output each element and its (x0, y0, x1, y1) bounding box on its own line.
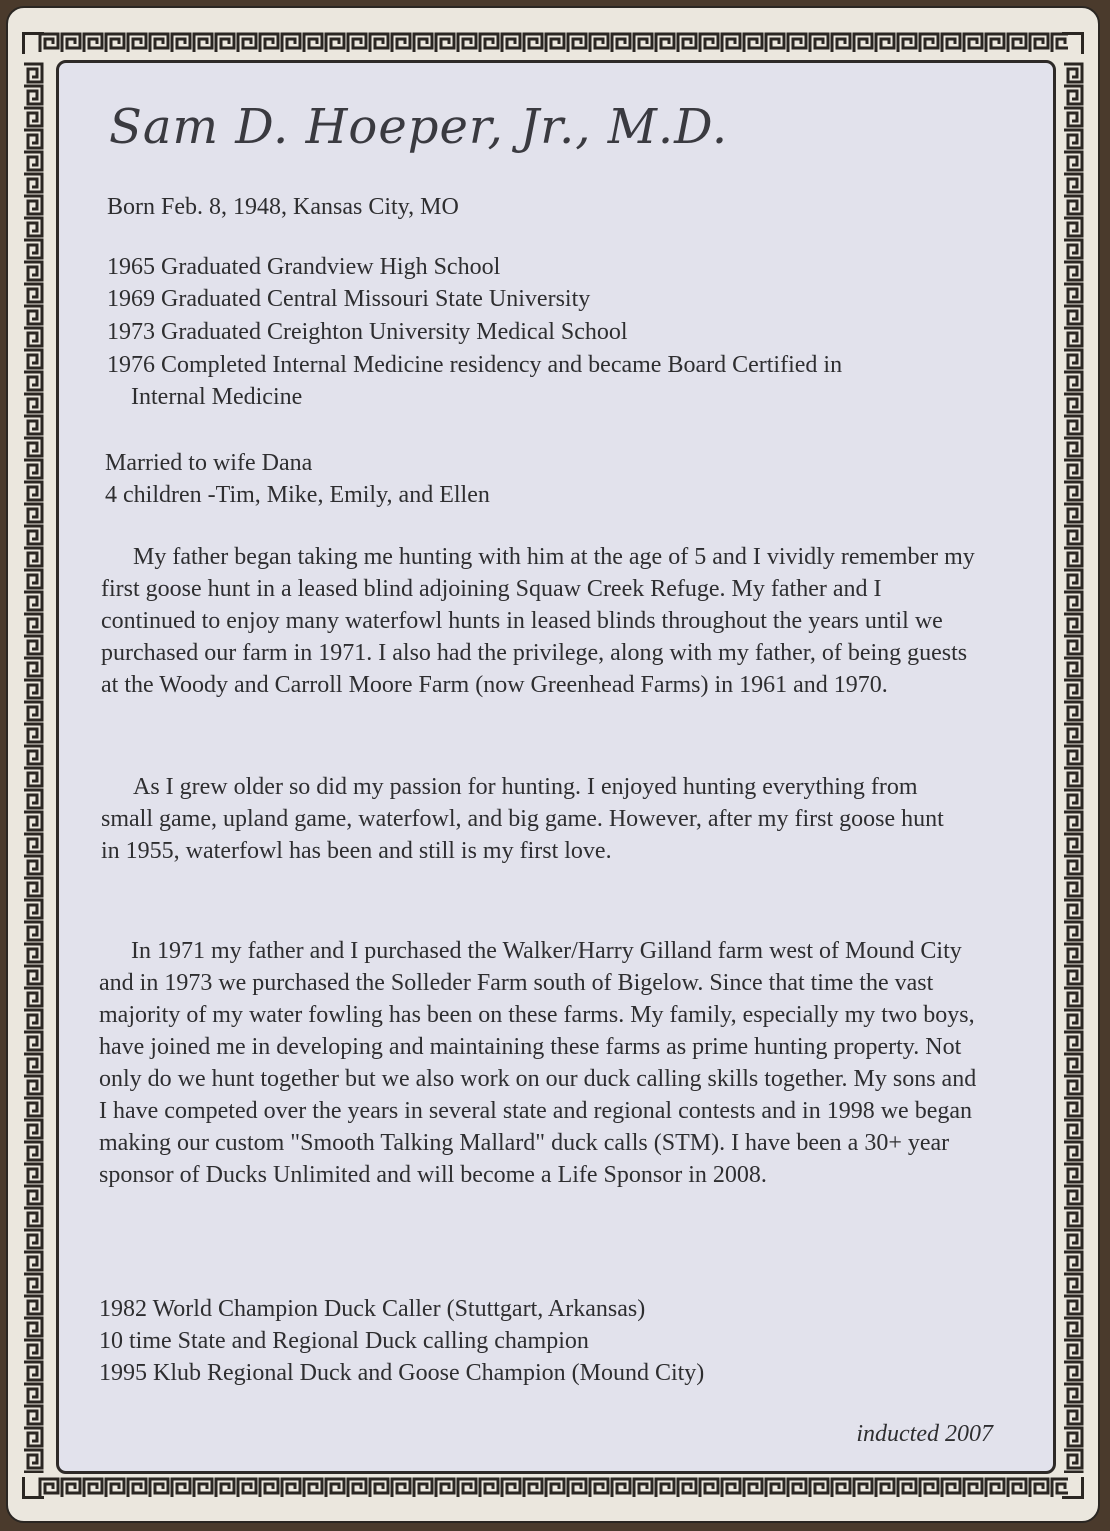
education-line: Internal Medicine (131, 384, 303, 410)
greek-key-border-top (38, 32, 1068, 54)
greek-key-border-left (22, 62, 44, 1473)
birth-line: Born Feb. 8, 1948, Kansas City, MO (107, 194, 459, 220)
family-line: 4 children -Tim, Mike, Emily, and Ellen (105, 482, 490, 508)
bio-paragraph: My father began taking me hunting with him at the age of 5 and I vividly remember my first goose hunt in a leased blind adjoining Squaw Creek Refuge. My father and I continued to enjoy many waterfowl hunts in leased blinds throughout the years until we purchased our farm in 1971. I also had the privilege, along with my father, of being guests at the Woody and Carroll Moore Farm (now Greenhead Farms) in 1961 and 1970. (101, 544, 975, 698)
honor-line: 10 time State and Regional Duck calling champion (99, 1328, 589, 1354)
education-line: 1969 Graduated Central Missouri State University (107, 286, 591, 312)
inducted-year: inducted 2007 (856, 1421, 993, 1447)
border-corner (22, 32, 44, 54)
bio-paragraph: As I grew older so did my passion for hunting. I enjoyed hunting everything from small game, upland game, waterfowl, and big game. However, after my first goose hunt in 1955, waterfowl has been and still is my first love. (101, 774, 944, 864)
page-title: Sam D. Hoeper, Jr., M.D. (109, 99, 729, 155)
biography-sheet (56, 60, 1056, 1474)
bio-paragraph: In 1971 my father and I purchased the Walker/Harry Gilland farm west of Mound City and in 1973 we purchased the Solleder Farm south of Bigelow. Since that time the vast majority of my water fowling has been on these farms. My family, especially my two boys, have joined me in developing and maintaining these farms as prime hunting property. Not only do we hunt together but we also work on our duck calling skills together. My sons and I have competed over the years in several state and regional contests and in 1998 we began making our custom "Smooth Talking Mallard" duck calls (STM). I have been a 30+ year sponsor of Ducks Unlimited and will become a Life Sponsor in 2008. (99, 938, 977, 1188)
education-line: 1976 Completed Internal Medicine residency and became Board Certified in (107, 352, 843, 378)
border-corner (1062, 1477, 1084, 1499)
honor-line: 1995 Klub Regional Duck and Goose Champion (Mound City) (99, 1360, 705, 1386)
border-corner (1062, 32, 1084, 54)
greek-key-border-bottom (38, 1477, 1068, 1499)
honor-line: 1982 World Champion Duck Caller (Stuttgart, Arkansas) (99, 1296, 646, 1322)
family-line: Married to wife Dana (105, 450, 313, 476)
border-corner (22, 1477, 44, 1499)
education-line: 1965 Graduated Grandview High School (107, 254, 501, 280)
greek-key-border-right (1062, 62, 1084, 1473)
plaque-frame (6, 6, 1100, 1523)
education-line: 1973 Graduated Creighton University Medical School (107, 319, 628, 345)
